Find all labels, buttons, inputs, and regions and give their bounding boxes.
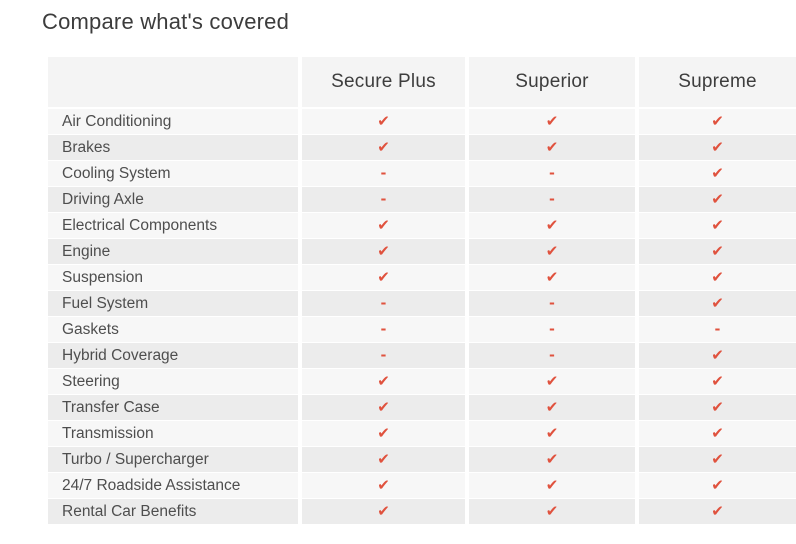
- coverage-cell: [302, 499, 465, 524]
- table-row: [48, 343, 796, 368]
- coverage-cell: [302, 213, 465, 238]
- coverage-cell: [302, 395, 465, 420]
- column-header-secure-plus: Secure Plus: [302, 57, 465, 107]
- check-icon: ✔: [711, 242, 724, 260]
- coverage-cell: [469, 265, 635, 290]
- coverage-cell: [302, 161, 465, 186]
- coverage-cell: [639, 187, 796, 212]
- coverage-cell: [302, 343, 465, 368]
- coverage-cell: [469, 447, 635, 472]
- coverage-cell: [302, 109, 465, 134]
- feature-label: Engine: [48, 239, 298, 264]
- check-icon: ✔: [545, 268, 559, 286]
- coverage-cell: [469, 343, 635, 368]
- check-icon: ✔: [711, 112, 724, 130]
- page-title: Compare what's covered: [42, 9, 290, 34]
- feature-label: Fuel System: [48, 291, 298, 316]
- check-icon: ✔: [711, 372, 724, 390]
- coverage-cell: [639, 395, 796, 420]
- coverage-cell: [639, 499, 796, 524]
- feature-label: Transfer Case: [48, 395, 298, 420]
- check-icon: ✔: [545, 372, 559, 390]
- dash-icon: -: [549, 293, 555, 312]
- coverage-cell: [469, 239, 635, 264]
- table-row: [48, 239, 796, 264]
- check-icon: ✔: [377, 476, 390, 494]
- feature-label: Turbo / Supercharger: [48, 447, 298, 472]
- check-icon: ✔: [545, 398, 559, 416]
- check-icon: ✔: [377, 112, 390, 130]
- coverage-cell: [639, 473, 796, 498]
- coverage-cell: [469, 473, 635, 498]
- coverage-cell: [639, 421, 796, 446]
- check-icon: ✔: [377, 216, 390, 234]
- coverage-cell: [469, 369, 635, 394]
- coverage-cell: [639, 447, 796, 472]
- check-icon: ✔: [711, 398, 724, 416]
- check-icon: ✔: [711, 164, 724, 182]
- table-row: [48, 161, 796, 186]
- feature-label: Air Conditioning: [48, 109, 298, 134]
- coverage-cell: [469, 135, 635, 160]
- feature-label: Brakes: [48, 135, 298, 160]
- check-icon: ✔: [711, 138, 724, 156]
- coverage-cell: [639, 317, 796, 342]
- table-row: [48, 291, 796, 316]
- check-icon: ✔: [377, 398, 390, 416]
- coverage-cell: [302, 187, 465, 212]
- feature-label: Cooling System: [48, 161, 298, 186]
- coverage-cell: [639, 109, 796, 134]
- dash-icon: -: [380, 319, 387, 338]
- coverage-cell: [639, 291, 796, 316]
- check-icon: ✔: [711, 502, 724, 520]
- table-row: [48, 213, 796, 238]
- dash-icon: -: [714, 319, 721, 338]
- feature-label: Driving Axle: [48, 187, 298, 212]
- check-icon: ✔: [377, 424, 390, 442]
- coverage-cell: [469, 395, 635, 420]
- table-row: [48, 369, 796, 394]
- table-row: [48, 187, 796, 212]
- coverage-cell: [302, 421, 465, 446]
- feature-label: Electrical Components: [48, 213, 298, 238]
- dash-icon: -: [549, 319, 555, 338]
- check-icon: ✔: [377, 450, 390, 468]
- coverage-cell: [469, 421, 635, 446]
- check-icon: ✔: [711, 450, 724, 468]
- coverage-cell: [469, 161, 635, 186]
- table-row: [48, 421, 796, 446]
- coverage-cell: [469, 187, 635, 212]
- table-row: [48, 447, 796, 472]
- check-icon: ✔: [545, 112, 559, 130]
- table-header: [48, 57, 796, 107]
- table-row: [48, 499, 796, 524]
- check-icon: ✔: [711, 476, 724, 494]
- coverage-cell: [302, 265, 465, 290]
- check-icon: ✔: [545, 424, 559, 442]
- table-body: [48, 109, 796, 524]
- table-row: [48, 317, 796, 342]
- check-icon: ✔: [711, 190, 724, 208]
- coverage-cell: [469, 499, 635, 524]
- check-icon: ✔: [377, 268, 390, 286]
- coverage-cell: [469, 291, 635, 316]
- dash-icon: -: [380, 163, 387, 182]
- check-icon: ✔: [545, 216, 559, 234]
- coverage-cell: [302, 135, 465, 160]
- coverage-cell: [639, 161, 796, 186]
- check-icon: ✔: [711, 424, 724, 442]
- table-row: [48, 109, 796, 134]
- check-icon: ✔: [545, 502, 559, 520]
- check-icon: ✔: [545, 138, 559, 156]
- coverage-cell: [639, 135, 796, 160]
- check-icon: ✔: [377, 372, 390, 390]
- feature-label: 24/7 Roadside Assistance: [48, 473, 298, 498]
- coverage-cell: [302, 369, 465, 394]
- coverage-cell: [302, 239, 465, 264]
- feature-column-header: [48, 57, 298, 107]
- check-icon: ✔: [711, 268, 724, 286]
- table-row: [48, 135, 796, 160]
- check-icon: ✔: [377, 138, 390, 156]
- coverage-cell: [469, 213, 635, 238]
- coverage-cell: [302, 291, 465, 316]
- check-icon: ✔: [377, 502, 390, 520]
- coverage-cell: [469, 109, 635, 134]
- coverage-cell: [639, 265, 796, 290]
- dash-icon: -: [549, 189, 555, 208]
- check-icon: ✔: [711, 216, 724, 234]
- check-icon: ✔: [545, 242, 559, 260]
- feature-label: Gaskets: [48, 317, 298, 342]
- comparison-table: [48, 57, 796, 524]
- table-row: [48, 473, 796, 498]
- check-icon: ✔: [711, 294, 724, 312]
- check-icon: ✔: [545, 450, 559, 468]
- dash-icon: -: [380, 189, 387, 208]
- feature-label: Transmission: [48, 421, 298, 446]
- feature-label: Rental Car Benefits: [48, 499, 298, 524]
- coverage-cell: [469, 317, 635, 342]
- table-row: [48, 395, 796, 420]
- coverage-cell: [302, 317, 465, 342]
- coverage-cell: [639, 213, 796, 238]
- coverage-cell: [302, 473, 465, 498]
- check-icon: ✔: [545, 476, 559, 494]
- coverage-cell: [639, 239, 796, 264]
- column-header-supreme: Supreme: [639, 57, 796, 107]
- coverage-cell: [302, 447, 465, 472]
- dash-icon: -: [549, 163, 555, 182]
- feature-label: Steering: [48, 369, 298, 394]
- dash-icon: -: [380, 293, 387, 312]
- feature-label: Suspension: [48, 265, 298, 290]
- feature-label: Hybrid Coverage: [48, 343, 298, 368]
- coverage-cell: [639, 343, 796, 368]
- dash-icon: -: [380, 345, 387, 364]
- column-header-superior: Superior: [469, 57, 635, 107]
- table-row: [48, 265, 796, 290]
- coverage-cell: [639, 369, 796, 394]
- dash-icon: -: [549, 345, 555, 364]
- check-icon: ✔: [711, 346, 724, 364]
- check-icon: ✔: [377, 242, 390, 260]
